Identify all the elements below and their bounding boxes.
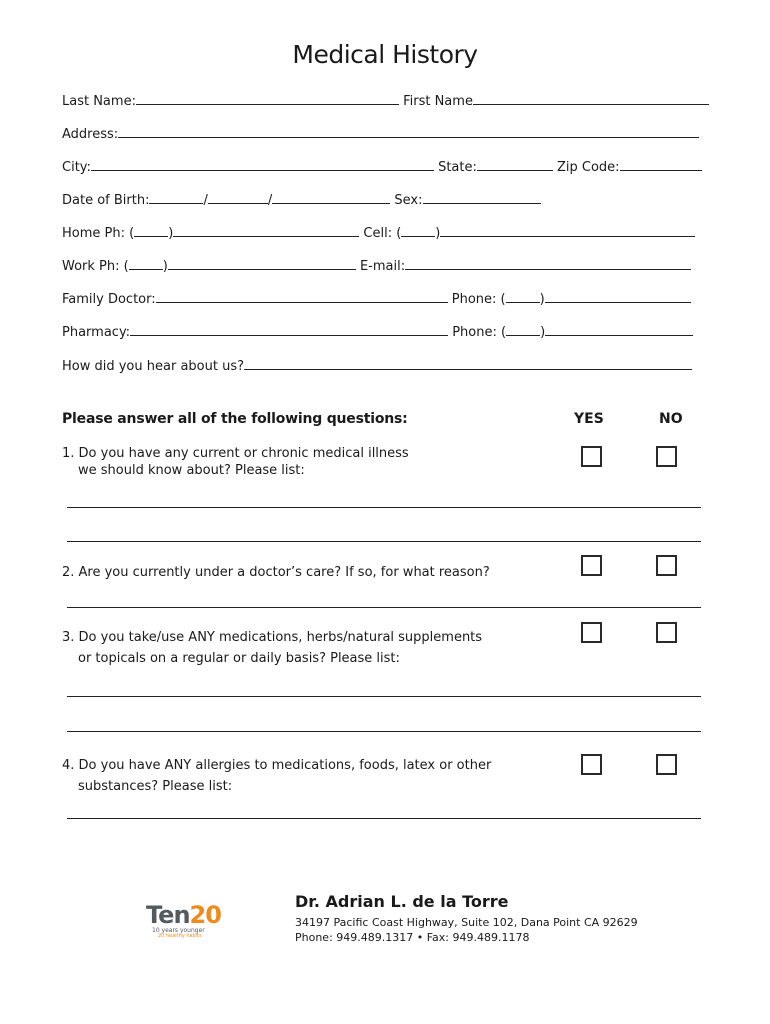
- question-3-yes-checkbox[interactable]: [581, 622, 602, 643]
- question-2-answer-line[interactable]: [67, 607, 701, 608]
- question-1-answer-line[interactable]: [67, 541, 701, 542]
- question-1-text: 1. Do you have any current or chronic medical illness: [62, 446, 409, 461]
- name-row: [62, 92, 709, 110]
- email-label: E-mail:: [359, 259, 406, 274]
- family-doctor-label: Family Doctor:: [62, 292, 156, 307]
- last-name-label: Last Name:: [62, 94, 136, 109]
- address-row: [62, 125, 699, 143]
- work-phone-label: Work Ph: (: [62, 259, 129, 274]
- paren: ): [539, 292, 545, 307]
- home-phone-row: [62, 224, 695, 242]
- dob-day-field[interactable]: [208, 191, 268, 204]
- home-phone-field[interactable]: [173, 224, 359, 237]
- cell-phone-field[interactable]: [440, 224, 695, 237]
- pharmacy-area-code-field[interactable]: [506, 323, 540, 336]
- question-4-yes-checkbox[interactable]: [581, 754, 602, 775]
- question-3-answer-line[interactable]: [67, 731, 701, 732]
- zip-field[interactable]: [620, 158, 702, 171]
- question-1-no-checkbox[interactable]: [656, 446, 677, 467]
- referral-field[interactable]: [244, 357, 692, 370]
- doctor-address: 34197 Pacific Coast Highway, Suite 102, Dana Point CA 92629: [295, 916, 638, 929]
- ten20-logo: [146, 901, 221, 940]
- last-name-field[interactable]: [136, 92, 399, 105]
- questions-header: Please answer all of the following questions:: [62, 411, 408, 427]
- family-doctor-row: [62, 290, 691, 308]
- question-4-text-cont: substances? Please list:: [78, 779, 233, 794]
- pharmacy-row: [62, 323, 693, 341]
- cell-label: Cell: (: [363, 226, 402, 241]
- logo-tagline-accent: 20 healthy habits: [158, 933, 202, 939]
- address-field[interactable]: [118, 125, 699, 138]
- doctor-phone-field[interactable]: [545, 290, 691, 303]
- logo-text-accent: 20: [189, 901, 221, 929]
- pharmacy-phone-label: Phone: (: [452, 325, 507, 340]
- home-phone-label: Home Ph: (: [62, 226, 135, 241]
- question-4-answer-line[interactable]: [67, 818, 701, 819]
- paren: ): [162, 259, 168, 274]
- paren: ): [168, 226, 174, 241]
- work-phone-row: [62, 257, 691, 275]
- state-label: State:: [438, 160, 477, 175]
- question-3-text-cont: or topicals on a regular or daily basis? Please list:: [78, 651, 400, 666]
- question-1-text-cont: we should know about? Please list:: [78, 463, 305, 478]
- dob-month-field[interactable]: [149, 191, 203, 204]
- question-3-answer-line[interactable]: [67, 696, 701, 697]
- question-4: [62, 757, 491, 795]
- question-3: [62, 629, 482, 667]
- sex-label: Sex:: [394, 193, 423, 208]
- home-area-code-field[interactable]: [134, 224, 168, 237]
- logo-tagline: 10 years younger: [152, 927, 205, 934]
- yes-column-header: YES: [574, 411, 604, 427]
- paren: ): [435, 226, 441, 241]
- zip-label: Zip Code:: [557, 160, 620, 175]
- first-name-label: First Name: [403, 94, 473, 109]
- question-2-text: 2. Are you currently under a doctor’s care? If so, for what reason?: [62, 565, 490, 580]
- question-4-no-checkbox[interactable]: [656, 754, 677, 775]
- doctor-area-code-field[interactable]: [506, 290, 540, 303]
- dob-row: [62, 191, 541, 209]
- work-area-code-field[interactable]: [129, 257, 163, 270]
- no-column-header: NO: [659, 411, 683, 427]
- first-name-field[interactable]: [473, 92, 709, 105]
- address-label: Address:: [62, 127, 119, 142]
- pharmacy-phone-field[interactable]: [545, 323, 693, 336]
- question-2-no-checkbox[interactable]: [656, 555, 677, 576]
- referral-row: [62, 357, 692, 375]
- cell-area-code-field[interactable]: [401, 224, 435, 237]
- question-3-text: 3. Do you take/use ANY medications, herbs/natural supplements: [62, 630, 483, 645]
- question-4-text: 4. Do you have ANY allergies to medications, foods, latex or other: [62, 758, 492, 773]
- question-1-answer-line[interactable]: [67, 507, 701, 508]
- pharmacy-field[interactable]: [130, 323, 448, 336]
- referral-label: How did you hear about us?: [62, 359, 244, 374]
- page-title: Medical History: [292, 40, 478, 69]
- question-2: [62, 564, 490, 581]
- doctor-name: Dr. Adrian L. de la Torre: [295, 892, 509, 911]
- state-field[interactable]: [477, 158, 553, 171]
- email-field[interactable]: [405, 257, 691, 270]
- pharmacy-label: Pharmacy:: [62, 325, 131, 340]
- city-label: City:: [62, 160, 91, 175]
- family-doctor-field[interactable]: [156, 290, 448, 303]
- question-1-yes-checkbox[interactable]: [581, 446, 602, 467]
- question-3-no-checkbox[interactable]: [656, 622, 677, 643]
- dob-year-field[interactable]: [272, 191, 390, 204]
- paren: ): [540, 325, 546, 340]
- dob-slash: /: [203, 193, 208, 208]
- question-2-yes-checkbox[interactable]: [581, 555, 602, 576]
- city-row: [62, 158, 702, 176]
- dob-label: Date of Birth:: [62, 193, 150, 208]
- logo-text-main: Ten: [146, 901, 190, 929]
- work-phone-field[interactable]: [168, 257, 356, 270]
- sex-field[interactable]: [423, 191, 541, 204]
- doctor-phone-label: Phone: (: [451, 292, 506, 307]
- doctor-contact: Phone: 949.489.1317 • Fax: 949.489.1178: [295, 931, 530, 944]
- city-field[interactable]: [91, 158, 434, 171]
- dob-slash: /: [267, 193, 273, 208]
- question-1: [62, 445, 409, 479]
